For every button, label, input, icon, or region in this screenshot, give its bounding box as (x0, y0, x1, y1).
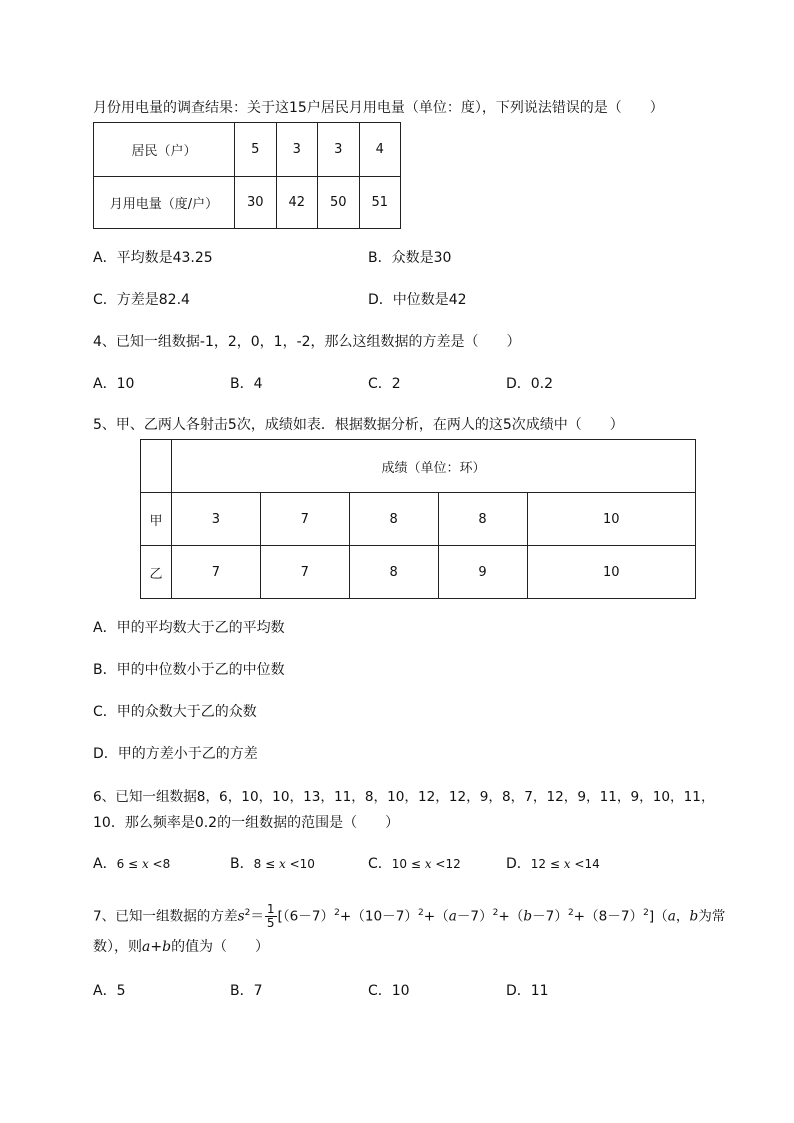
q5-cell: 8 (349, 493, 438, 546)
q7-var-b: b (689, 908, 699, 925)
q3-option-c: C．方差是82.4 (93, 292, 190, 308)
q7-square: 2 (643, 908, 649, 918)
q6-option-label: C． (368, 856, 392, 872)
q5-cell: 8 (349, 546, 438, 599)
q7-line2-text: 的值为（ ） (171, 939, 270, 955)
q7-expr: ]（ (648, 908, 668, 925)
q6-option-d (506, 854, 600, 874)
q6-option-op: < (574, 857, 585, 871)
q6-option-op: < (435, 857, 446, 871)
q7-variance-symbol: s (237, 908, 245, 925)
q7-fraction (265, 903, 277, 930)
q7-equals: ＝ (250, 908, 264, 925)
q6-option-label: A． (93, 856, 117, 872)
q6-option-a (93, 854, 170, 874)
q7-option-d: D．11 (506, 983, 549, 999)
q6-option-op: ≤ (265, 857, 276, 871)
q7-expr: +（ (423, 908, 449, 925)
q6-option-op: < (152, 857, 163, 871)
q5-cell: 9 (438, 546, 527, 599)
q7-comma: ， (675, 908, 690, 925)
q6-stem-line2: 10．那么频率是0.2的一组数据的范围是（ ） (93, 815, 400, 831)
q7-option-b: B．7 (230, 983, 263, 999)
q7-expr: －7） (456, 908, 493, 925)
q7-square: 2 (567, 908, 574, 918)
q3-table (93, 122, 401, 229)
q6-option-b (230, 854, 315, 874)
q6-option-var: x (141, 857, 149, 871)
q3-cell: 51 (359, 177, 401, 229)
q5-corner-cell (141, 440, 172, 493)
q4-option-d: D．0.2 (506, 376, 554, 392)
q5-cell: 10 (527, 493, 696, 546)
q7-var-a: a (667, 908, 676, 925)
q3-stem: 月份用电量的调查结果：关于这15户居民月用电量（单位：度），下列说法错误的是（ ） (93, 100, 664, 116)
q5-header: 成绩（单位：环） (172, 440, 696, 493)
q6-stem-line1: 6、已知一组数据8，6，10，10，13，11，8，10，12，12，9，8，7，12，9，11，9，10，11， (93, 789, 715, 805)
q5-cell: 3 (172, 493, 261, 546)
q7-line2-text: 数），则 (93, 939, 142, 955)
q6-option-hi: 8 (162, 857, 171, 871)
q5-option-c: C．甲的众数大于乙的众数 (93, 704, 257, 720)
q3-cell: 50 (318, 177, 360, 229)
q3-cell: 42 (276, 177, 318, 229)
q6-option-op: ≤ (410, 857, 421, 871)
q7-stem-line2 (93, 937, 269, 957)
q6-option-lo: 8 (253, 857, 262, 871)
q6-option-hi: 12 (445, 857, 461, 871)
q5-row1-label: 甲 (141, 493, 172, 546)
q7-option-a: A．5 (93, 983, 126, 999)
q7-tail: 为常 (698, 908, 726, 925)
q5-cell: 8 (438, 493, 527, 546)
q6-option-lo: 10 (391, 857, 408, 871)
q7-expr: +（8－7） (573, 908, 644, 925)
q6-option-c (368, 854, 461, 874)
q7-option-c: C．10 (368, 983, 410, 999)
q7-var-b: b (523, 908, 533, 925)
q6-option-label: D． (506, 856, 531, 872)
q7-expr: +（ (498, 908, 524, 925)
q5-option-a: A．甲的平均数大于乙的平均数 (93, 620, 285, 636)
q7-var-b: b (162, 939, 172, 955)
q7-prefix: 7、已知一组数据的方差 (93, 908, 238, 925)
q6-option-lo: 12 (530, 857, 547, 871)
q3-cell: 4 (359, 123, 401, 177)
q7-square: 2 (418, 908, 424, 918)
q7-square: 2 (492, 908, 499, 918)
q6-option-op: ≤ (549, 857, 560, 871)
q3-row1-label: 居民（户） (94, 123, 235, 177)
q4-option-c: C．2 (368, 376, 401, 392)
q6-option-hi: 10 (299, 857, 315, 871)
q5-option-b: B．甲的中位数小于乙的中位数 (93, 662, 285, 678)
q3-option-b: B．众数是30 (368, 250, 452, 266)
q5-table (140, 439, 696, 599)
q6-option-op: < (289, 857, 300, 871)
q3-cell: 30 (235, 177, 277, 229)
q5-stem: 5、甲、乙两人各射击5次，成绩如表．根据数据分析，在两人的这5次成绩中（ ） (93, 417, 624, 433)
q3-cell: 3 (276, 123, 318, 177)
q3-cell: 5 (235, 123, 277, 177)
q5-cell: 7 (172, 546, 261, 599)
q4-stem: 4、已知一组数据-1，2，0，1，-2，那么这组数据的方差是（ ） (93, 334, 521, 350)
q7-fraction-den: 5 (266, 916, 275, 931)
q6-option-var: x (278, 857, 286, 871)
q6-option-label: B． (230, 856, 254, 872)
q3-row2-label: 月用电量（度/户） (94, 177, 235, 229)
q6-option-lo: 6 (116, 857, 125, 871)
q6-option-hi: 14 (584, 857, 600, 871)
q3-option-a: A．平均数是43.25 (93, 250, 213, 266)
q7-var-a: a (142, 939, 151, 955)
q6-option-op: ≤ (128, 857, 139, 871)
q3-cell: 3 (318, 123, 360, 177)
q4-option-b: B．4 (230, 376, 263, 392)
q5-option-d: D．甲的方差小于乙的方差 (93, 746, 258, 762)
q4-option-a: A．10 (93, 376, 135, 392)
q7-expr: －7） (532, 908, 568, 925)
q6-option-var: x (563, 857, 571, 871)
q7-fraction-num: 1 (266, 902, 275, 917)
q7-expr: [（6－7） (277, 908, 335, 925)
q7-stem-line1 (93, 898, 725, 932)
q7-var-a: a (448, 908, 457, 925)
q5-cell: 10 (527, 546, 696, 599)
q6-option-var: x (424, 857, 432, 871)
q7-square: 2 (244, 908, 251, 918)
q5-row2-label: 乙 (141, 546, 172, 599)
q7-expr: +（10－7） (339, 908, 418, 925)
q7-square: 2 (334, 908, 340, 918)
q3-option-d: D．中位数是42 (368, 292, 467, 308)
q5-cell: 7 (260, 493, 349, 546)
q5-cell: 7 (260, 546, 349, 599)
q7-plus: + (150, 939, 163, 955)
